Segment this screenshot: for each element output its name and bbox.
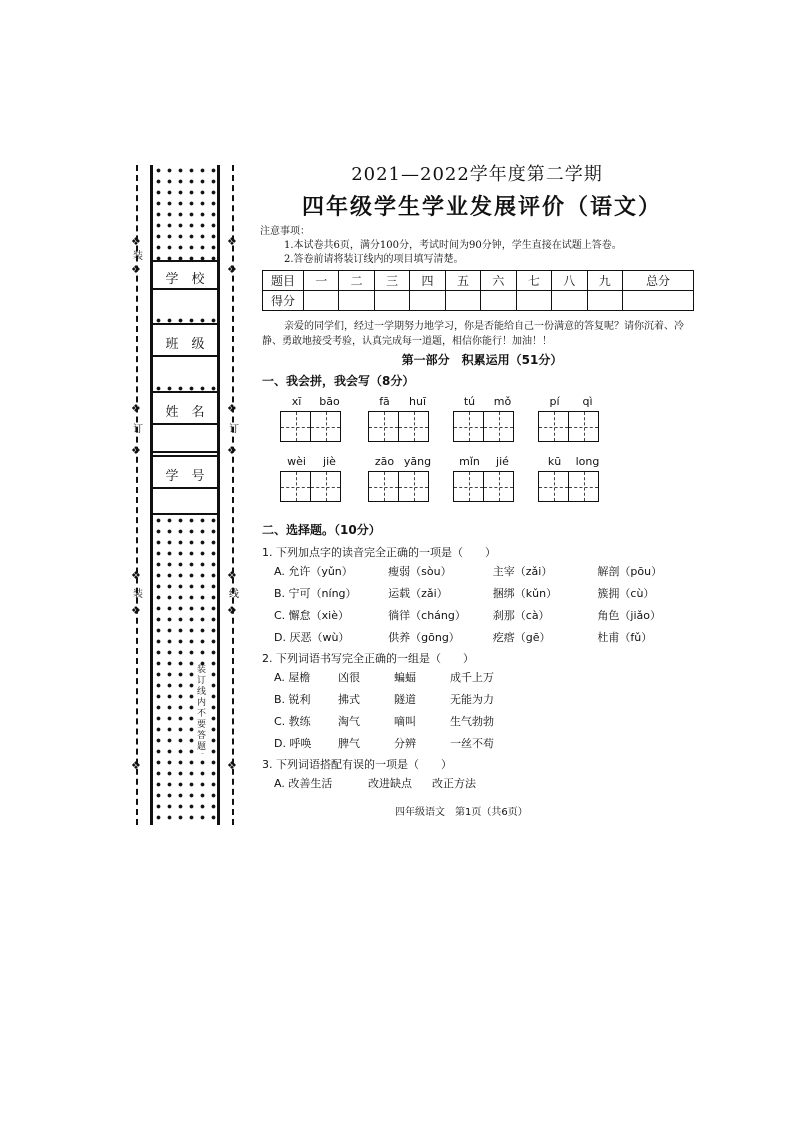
question-stem: 3. 下列词语搭配有误的一项是（ ） — [262, 758, 452, 771]
option-row[interactable] — [262, 688, 702, 710]
option-cell: 刹那（cà） — [492, 609, 550, 622]
option-cell: 捆绑（kǔn） — [492, 587, 558, 600]
diamond-mark: ❖ — [227, 444, 237, 457]
pinyin-syllable: zāo — [374, 455, 395, 468]
student-id-blank[interactable] — [153, 487, 217, 489]
option-row[interactable] — [262, 604, 702, 626]
score-cell[interactable] — [410, 291, 445, 311]
tianzige-box[interactable] — [538, 411, 569, 442]
pinyin-word — [280, 395, 346, 442]
pinyin-syllable: wèi — [287, 455, 306, 468]
option-cell: A. 屋檐 — [274, 671, 311, 684]
score-cell[interactable] — [304, 291, 339, 311]
class-label: 班 级 — [165, 336, 205, 352]
option-cell: A. 允许（yǔn） — [274, 565, 353, 578]
diamond-mark: ❖ — [131, 235, 141, 248]
score-header-cell: 二 — [339, 271, 374, 291]
pinyin-syllable: long — [575, 455, 600, 468]
score-header-cell: 三 — [374, 271, 409, 291]
tianzige-box[interactable] — [399, 411, 429, 442]
option-cell: 供养（gōng） — [388, 631, 460, 644]
option-cell: D. 呼唤 — [274, 737, 312, 750]
option-cell: 改正方法 — [432, 777, 476, 790]
binding-side-xian: 线 — [229, 589, 239, 600]
diamond-mark: ❖ — [227, 402, 237, 415]
term-line: 2021—2022学年度第二学期 — [351, 164, 603, 185]
tianzige-box[interactable] — [368, 411, 399, 442]
option-cell: 分辨 — [394, 737, 416, 750]
page-title: 四年级学生学业发展评价（语文） — [301, 195, 662, 220]
diamond-mark: ❖ — [131, 263, 141, 276]
school-label: 学 校 — [165, 271, 205, 287]
option-cell: 无能为力 — [450, 693, 494, 706]
student-id-field[interactable] — [153, 455, 217, 515]
diamond-mark: ❖ — [227, 263, 237, 276]
option-cell: 疙瘩（gē） — [492, 631, 551, 644]
notes-block — [262, 225, 702, 267]
option-row[interactable] — [262, 772, 702, 794]
tianzige-box[interactable] — [399, 471, 429, 502]
diamond-mark: ❖ — [131, 402, 141, 415]
score-cell[interactable] — [552, 291, 587, 311]
pinyin-word — [453, 395, 519, 442]
option-row[interactable] — [262, 666, 702, 688]
option-row[interactable] — [262, 560, 702, 582]
tianzige-box[interactable] — [368, 471, 399, 502]
option-cell: 蝙蝠 — [394, 671, 416, 684]
name-field[interactable] — [153, 391, 217, 453]
score-cell[interactable] — [587, 291, 623, 311]
pinyin-syllable: kū — [547, 455, 562, 468]
score-header-cell: 六 — [481, 271, 516, 291]
option-cell: B. 锐利 — [274, 693, 311, 706]
score-header-label: 题目 — [263, 271, 304, 291]
score-table — [262, 270, 694, 311]
option-cell: C. 懈怠（xiè） — [274, 609, 350, 622]
tianzige-box[interactable] — [569, 471, 599, 502]
tianzige-box[interactable] — [280, 411, 311, 442]
pinyin-word — [538, 395, 604, 442]
score-header-cell: 七 — [516, 271, 551, 291]
pinyin-syllable: yāng — [403, 455, 432, 468]
option-cell: 瘦弱（sòu） — [388, 565, 452, 578]
page-footer: 四年级语文 第1页（共6页） — [395, 807, 528, 818]
score-table-header-row — [263, 271, 694, 291]
pinyin-syllable: jiè — [323, 455, 336, 468]
class-blank[interactable] — [153, 355, 217, 357]
option-cell: 改进缺点 — [368, 777, 412, 790]
diamond-mark: ❖ — [227, 569, 237, 582]
tianzige-box[interactable] — [280, 471, 311, 502]
option-row[interactable] — [262, 732, 702, 754]
star-pattern-top — [153, 165, 217, 263]
diamond-mark: ❖ — [131, 759, 141, 772]
score-header-total: 总分 — [623, 271, 694, 291]
school-field[interactable] — [153, 260, 217, 318]
tianzige-box[interactable] — [538, 471, 569, 502]
pinyin-word — [280, 455, 346, 502]
score-row-label: 得分 — [263, 291, 304, 311]
tianzige-box[interactable] — [484, 471, 514, 502]
question-stem: 1. 下列加点字的读音完全正确的一项是（ ） — [262, 546, 496, 559]
name-blank[interactable] — [153, 423, 217, 425]
option-cell: 生气勃勃 — [450, 715, 494, 728]
question-options — [262, 772, 702, 794]
binding-inner-note: 装订线内不要答题 — [197, 665, 209, 753]
pinyin-word — [368, 395, 434, 442]
score-cell[interactable] — [481, 291, 516, 311]
option-cell: 嘀叫 — [394, 715, 416, 728]
option-cell: 运载（zǎi） — [388, 587, 448, 600]
score-header-cell: 四 — [410, 271, 445, 291]
option-cell: B. 宁可（níng） — [274, 587, 357, 600]
option-cell: 凶很 — [338, 671, 360, 684]
tianzige-box[interactable] — [453, 471, 484, 502]
class-field[interactable] — [153, 323, 217, 385]
binding-side-ding: 订 — [229, 424, 239, 435]
exam-page — [262, 160, 702, 794]
question-options — [262, 560, 702, 648]
name-label: 姓 名 — [165, 404, 205, 420]
diamond-mark: ❖ — [227, 235, 237, 248]
option-cell: C. 教练 — [274, 715, 311, 728]
pinyin-syllable: fā — [379, 395, 390, 408]
option-cell: 簇拥（cù） — [597, 587, 655, 600]
star-pattern-bottom — [153, 515, 217, 825]
diamond-mark: ❖ — [227, 759, 237, 772]
pinyin-word — [368, 455, 434, 502]
question-options — [262, 666, 702, 754]
pinyin-writing-area — [262, 395, 702, 517]
pinyin-syllable: jié — [496, 455, 509, 468]
pinyin-syllable: pí — [549, 395, 560, 408]
pinyin-syllable: huī — [409, 395, 426, 408]
option-cell: 脾气 — [338, 737, 360, 750]
option-row[interactable] — [262, 626, 702, 648]
option-cell: 一丝不苟 — [450, 737, 494, 750]
option-cell: D. 厌恶（wù） — [274, 631, 350, 644]
option-cell: 隧道 — [394, 693, 416, 706]
section-title: 一、我会拼，我会写（8分） — [262, 374, 415, 388]
question-stem: 2. 下列词语书写完全正确的一组是（ ） — [262, 652, 474, 665]
pinyin-syllable: mǒ — [493, 395, 512, 408]
option-cell: 淘气 — [338, 715, 360, 728]
section-title: 二、选择题。（10分） — [262, 523, 381, 537]
diamond-mark: ❖ — [131, 604, 141, 617]
score-header-cell: 五 — [445, 271, 480, 291]
notes-item: 1.本试卷共6页，满分100分，考试时间为90分钟，学生直接在试题上答卷。 — [284, 240, 622, 251]
diamond-mark: ❖ — [131, 569, 141, 582]
score-cell[interactable] — [339, 291, 374, 311]
score-cell[interactable] — [445, 291, 480, 311]
tianzige-box[interactable] — [569, 411, 599, 442]
student-id-label: 学 号 — [165, 468, 205, 484]
pinyin-syllable: tú — [463, 395, 476, 408]
score-cell[interactable] — [374, 291, 409, 311]
intro-paragraph: 亲爱的同学们，经过一学期努力地学习，你是否能给自己一份满意的答复呢？请你沉着、冷静、勇敢地接受考验，认真完成每一道题，相信你能行！加油！！ — [262, 321, 684, 347]
notes-item: 2.答卷前请将装订线内的项目填写清楚。 — [284, 254, 464, 265]
pinyin-syllable: bāo — [319, 395, 340, 408]
option-cell: A. 改善生活 — [274, 777, 333, 790]
diamond-mark: ❖ — [131, 444, 141, 457]
tianzige-box[interactable] — [311, 471, 341, 502]
score-header-cell: 八 — [552, 271, 587, 291]
option-cell: 拂式 — [338, 693, 360, 706]
diamond-mark: ❖ — [227, 604, 237, 617]
score-header-cell: 一 — [304, 271, 339, 291]
pinyin-word — [453, 455, 519, 502]
binding-strip — [150, 165, 220, 825]
pinyin-syllable: xī — [291, 395, 302, 408]
binding-side-zhuang: 装 — [133, 589, 143, 600]
notes-heading: 注意事项： — [260, 226, 310, 237]
school-blank[interactable] — [153, 288, 217, 290]
score-table-score-row — [263, 291, 694, 311]
option-cell: 主宰（zǎi） — [492, 565, 553, 578]
binding-side-zhuang: 装 — [133, 251, 143, 262]
part-title: 第一部分 积累运用（51分） — [401, 353, 563, 367]
option-cell: 杜甫（fǔ） — [597, 631, 653, 644]
score-total-cell[interactable] — [623, 291, 694, 311]
pinyin-word — [538, 455, 604, 502]
pinyin-syllable: mǐn — [459, 455, 480, 468]
pinyin-syllable: qì — [582, 395, 593, 408]
binding-side-ding: 订 — [133, 424, 143, 435]
option-cell: 成千上万 — [450, 671, 494, 684]
option-row[interactable] — [262, 710, 702, 732]
tianzige-box[interactable] — [453, 411, 484, 442]
option-row[interactable] — [262, 582, 702, 604]
tianzige-box[interactable] — [311, 411, 341, 442]
option-cell: 解剖（pōu） — [597, 565, 663, 578]
score-header-cell: 九 — [587, 271, 623, 291]
option-cell: 徜徉（cháng） — [388, 609, 466, 622]
option-cell: 角色（jiǎo） — [597, 609, 661, 622]
tianzige-box[interactable] — [484, 411, 514, 442]
score-cell[interactable] — [516, 291, 551, 311]
